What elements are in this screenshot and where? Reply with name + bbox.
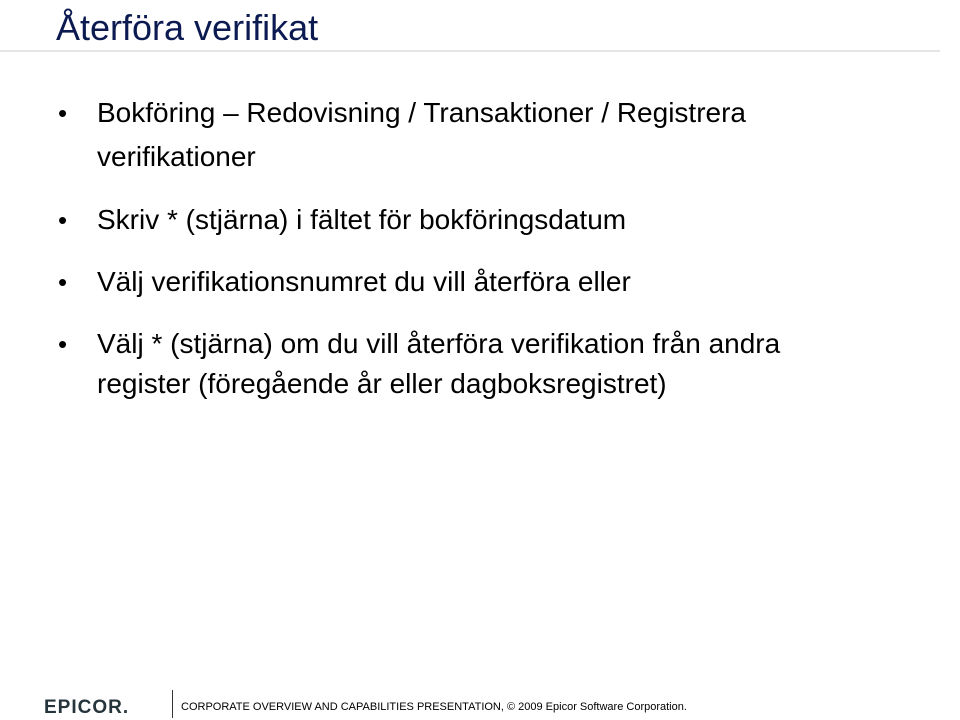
slide-title: Återföra verifikat xyxy=(56,7,319,48)
bullet-text-line: Skriv * (stjärna) i fältet för bokföringsdatum xyxy=(97,204,627,235)
bullet-text-line: register (föregående år eller dagboksregistret) xyxy=(97,368,667,399)
bullet-dot: • xyxy=(58,98,68,128)
bullet-text-line: verifikationer xyxy=(97,141,256,172)
footer-copyright: CORPORATE OVERVIEW AND CAPABILITIES PRESENTATION, © 2009 Epicor Software Corporation. xyxy=(181,701,687,713)
title-divider xyxy=(0,50,940,52)
bullet-dot: • xyxy=(58,267,68,297)
epicor-logo: EPICOR. xyxy=(44,697,130,718)
footer-divider xyxy=(172,690,173,718)
footer xyxy=(0,690,960,720)
bullet-dot: • xyxy=(58,205,68,235)
bullet-dot: • xyxy=(58,329,68,359)
bullet-text-line: Bokföring – Redovisning / Transaktioner / Registrera xyxy=(97,97,746,128)
bullet-text-line: Välj verifikationsnumret du vill återföra eller xyxy=(97,266,631,297)
bullet-text-line: Välj * (stjärna) om du vill återföra verifikation från andra xyxy=(97,328,781,359)
